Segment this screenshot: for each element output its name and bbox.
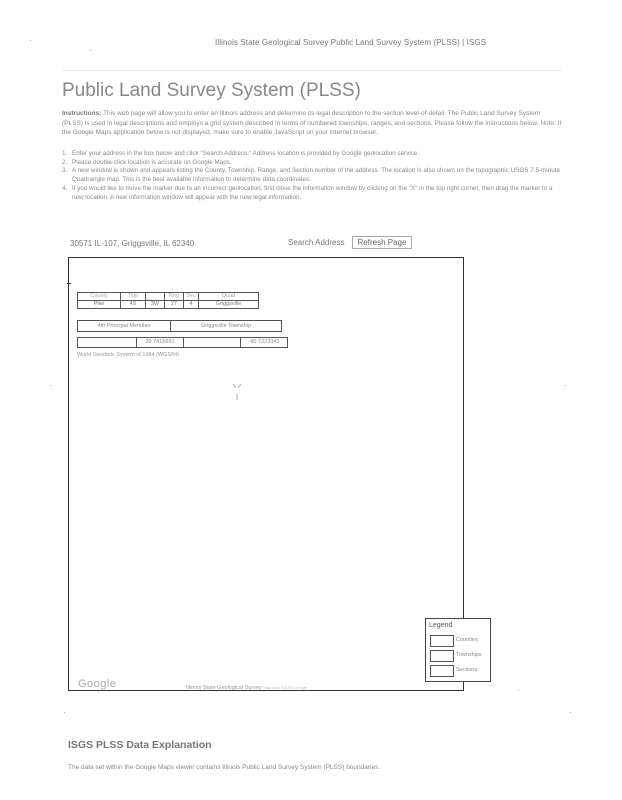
legend-label: Counties [456, 637, 478, 643]
scan-speck [30, 40, 31, 41]
value-range-dir: 3W [146, 301, 165, 309]
value-quad: Griggsville [199, 301, 259, 309]
header-range: Rng [165, 293, 184, 301]
header-divider [62, 70, 562, 71]
step-text: A new window is shown and appears listing the County, Township, Range, and Section number of the address. The location is also shown on the topographic USGS 7.5-minute Quadrangle map. This is the best available information to determine data coordinates. [72, 167, 560, 184]
coordinates-table [77, 337, 288, 348]
info-value-row [78, 301, 259, 309]
scan-speck [90, 50, 91, 51]
header-township-dir [146, 293, 165, 301]
step-item [62, 167, 564, 184]
value-county: Pike [78, 301, 121, 309]
header-township: Twp [121, 293, 146, 301]
step-item [62, 159, 564, 168]
value-section: 4 [184, 301, 199, 309]
attribution-terms[interactable]: Map data ©2020 Google [263, 685, 308, 690]
meridian-table [77, 320, 282, 332]
marker-glyph [231, 382, 243, 402]
latitude-label [78, 338, 137, 348]
browser-page-title: Illinois State Geological Survey Public Land Survey System (PLSS) | ISGS [215, 38, 487, 47]
step-number: 1. [62, 150, 68, 157]
legend-label: Sections [456, 667, 478, 673]
scan-speck [565, 385, 566, 386]
legend-title: Legend [429, 622, 453, 629]
page-title: Public Land Survey System (PLSS) [62, 80, 361, 101]
value-township: 4S [121, 301, 146, 309]
sections-swatch [430, 665, 454, 677]
step-item [62, 150, 564, 159]
scan-speck [518, 690, 519, 691]
refresh-page-button[interactable]: Refresh Page [352, 236, 412, 249]
address-input[interactable] [70, 237, 280, 249]
map-attribution [186, 685, 307, 691]
scan-speck [50, 385, 51, 386]
instructions-steps [62, 150, 564, 202]
attribution-text: Illinois State Geological Survey [186, 685, 262, 691]
counties-swatch [430, 635, 454, 647]
step-number: 4. [62, 184, 68, 192]
section-heading: ISGS PLSS Data Explanation [68, 739, 212, 751]
legend-item-townships [430, 650, 488, 661]
instructions-text: This web page will allow you to enter an Illinois address and determine its legal description to the section level-of-detail. The Public Land Survey System (PLSS) is used in legal descriptions and employs a grid system described in terms of numbered townships, ranges, and sections. Please follow the instructions below. Note: If the Google Maps application below is not displayed, make sure to enable JavaScript on your internet browser. [62, 110, 562, 136]
header-quad: Quad [199, 293, 259, 301]
step-item [62, 185, 564, 202]
step-text: Please double-click location is accurate on Google Maps. [72, 158, 232, 166]
instructions-paragraph [62, 109, 562, 138]
map-legend [425, 618, 491, 682]
legend-item-counties [430, 635, 488, 646]
meridian-cell: 4th Principal Meridian [78, 321, 171, 332]
plss-info-table [77, 292, 259, 309]
longitude-value: -90.7223343 [241, 338, 288, 348]
map-edge-mark [67, 283, 71, 284]
value-range: 27 [165, 301, 184, 309]
datum-note: World Geodetic System of 1984 (WGS84) [77, 352, 179, 358]
scan-speck [570, 712, 571, 713]
step-number: 3. [62, 167, 68, 175]
header-county: County [78, 293, 121, 301]
instructions-label: Instructions: [62, 110, 102, 117]
step-number: 2. [62, 158, 68, 166]
map-marker-icon[interactable] [231, 382, 243, 404]
longitude-label [184, 338, 241, 348]
township-name-cell: Griggsville Township [171, 321, 282, 332]
townships-swatch [430, 650, 454, 662]
legend-item-sections [430, 665, 488, 676]
scan-speck [64, 712, 65, 713]
header-section: Sec [184, 293, 199, 301]
google-logo: Google [78, 678, 117, 690]
legend-label: Townships [456, 652, 482, 658]
latitude-value: 39.7415691 [137, 338, 184, 348]
step-text: Enter your address in the box below and click "Search Address." Address location is provided by Google geolocation service. [72, 150, 420, 157]
info-header-row [78, 293, 259, 301]
search-address-button[interactable]: Search Address [288, 238, 345, 247]
section-paragraph: The data set within the Google Maps viewer contains Illinois Public Land Survey System (PLSS) boundaries. [68, 764, 381, 771]
step-text: If you would like to move the marker due to an incorrect geolocation, first close the information window by clicking on the "X" in the top right corner, then drag the marker to a new location. A new information window will appear with the new legal information. [72, 184, 553, 201]
